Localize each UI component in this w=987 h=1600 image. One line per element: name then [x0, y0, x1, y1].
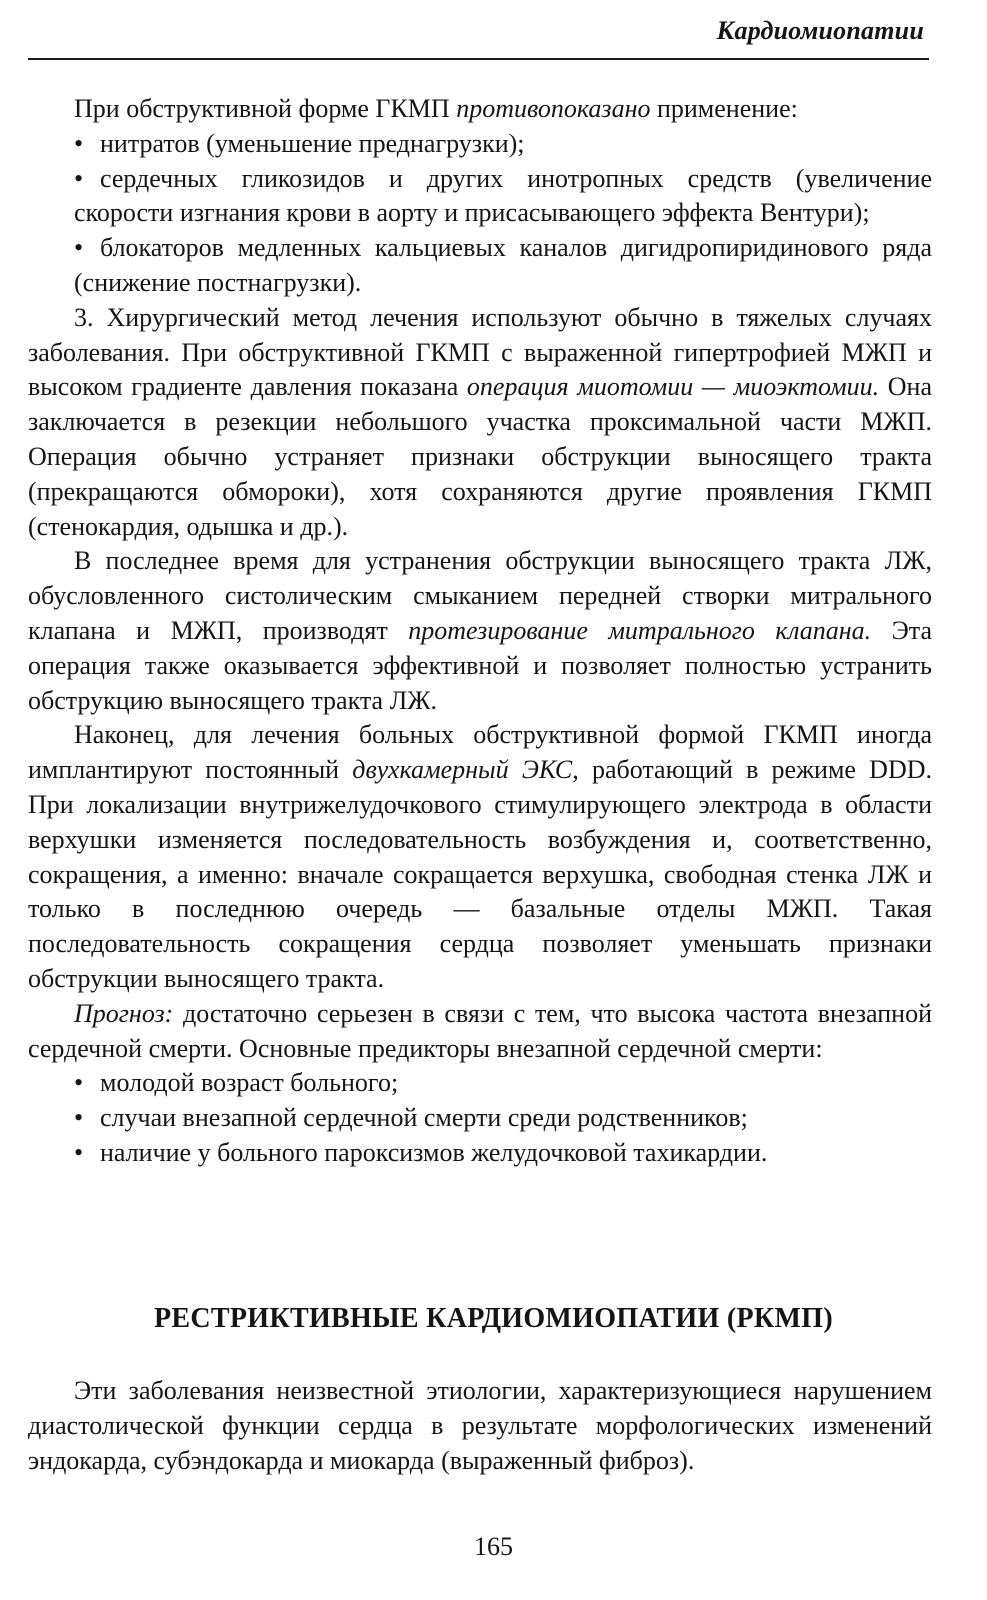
bullet-icon: •: [74, 163, 84, 193]
header-rule: [28, 58, 929, 60]
rcm-paragraph: Эти заболевания неизвестной этиологии, характеризующиеся нарушением диастолической функции сердца в результате морфологических изменений эндокарда, субэндокарда и миокарда (выраженный фиброз).: [28, 1376, 932, 1475]
contra-intro-text: При обструктивной форме ГКМП: [74, 94, 457, 123]
predictor-item-tachycardia: • наличие у больного пароксизмов желудочковой тахикардии.: [28, 1136, 932, 1171]
bullet-icon: •: [74, 128, 84, 158]
bullet-icon: •: [74, 233, 84, 263]
bullet-icon: •: [74, 1103, 84, 1133]
section-heading: РЕСТРИКТИВНЫЕ КАРДИОМИОПАТИИ (РКМП): [154, 1303, 833, 1334]
surgery-paragraph-2: В последнее время для устранения обструкции выносящего тракта ЛЖ, обусловленного систолическим смыканием передней створки митрального клапана и МЖП, производят протезирование митрального клапана. Эта операция также оказывается эффективной и позволяет полностью устранить обструкцию выносящего тракта ЛЖ.: [28, 546, 932, 715]
section-text: [28, 1374, 932, 1478]
surgery-emphasis-myotomy: операция миотомии — миоэктомии.: [466, 372, 880, 402]
contraindications-intro: [28, 92, 932, 127]
surgery-paragraph-1: 3. Хирургический метод лечения используют обычно в тяжелых случаях заболевания. При обструктивной ГКМП с выраженной гипертрофией МЖП и высоком градиенте давления показана операция миотомии — миоэктомии. Она заключается в резекции небольшого участка проксимальной части МЖП. Операция обычно устраняет признаки обструкции выносящего тракта (прекращаются обмороки), хотя сохраняются другие проявления ГКМП (стенокардия, одышка и др.).: [28, 302, 932, 541]
prognosis-label: Прогноз:: [74, 998, 174, 1028]
bullet-icon: •: [74, 1137, 84, 1167]
contra-item-glycosides: • сердечных гликозидов и других инотропных средств (увеличение скорости изгнания крови в аорту и присасывающего эффекта Вентури);: [74, 163, 932, 228]
surgery-emphasis-pacemaker: двухкамерный ЭКС,: [352, 755, 579, 785]
prognosis-paragraph: Прогноз: достаточно серьезен в связи с тем, что высока частота внезапной сердечной смерти. Основные предикторы внезапной сердечной смерти:: [28, 998, 932, 1063]
surgery-emphasis-valve: протезирование митрального клапана.: [408, 615, 872, 645]
running-head: Кардиомиопатии: [716, 16, 924, 45]
predictor-item-age: • молодой возраст больного;: [28, 1066, 932, 1101]
contra-intro-emphasis: противопоказано: [456, 94, 651, 123]
surgery-paragraph-3: Наконец, для лечения больных обструктивной формой ГКМП иногда имплантируют постоянный двухкамерный ЭКС, работающий в режиме DDD. При локализации внутрижелудочкового стимулирующего электрода в области верхушки изменяется последовательность возбуждения и, соответственно, сокращения, а именно: вначале сокращается верхушка, свободная стенка ЛЖ и только в последнюю очередь — базальные отделы МЖП. Такая последовательность сокращения сердца позволяет уменьшать признаки обструкции выносящего тракта.: [28, 720, 932, 993]
bullet-icon: •: [74, 1068, 84, 1098]
contra-item-ccb: • блокаторов медленных кальциевых каналов дигидропиридинового ряда (снижение постнагрузки).: [74, 233, 932, 297]
predictor-item-family: • случаи внезапной сердечной смерти среди родственников;: [28, 1101, 932, 1136]
page-number: 165: [474, 1532, 513, 1561]
contra-intro-tail: применение:: [650, 94, 798, 123]
main-text: [28, 92, 932, 1171]
contra-item-nitrates: • нитратов (уменьшение преднагрузки);: [28, 127, 932, 162]
